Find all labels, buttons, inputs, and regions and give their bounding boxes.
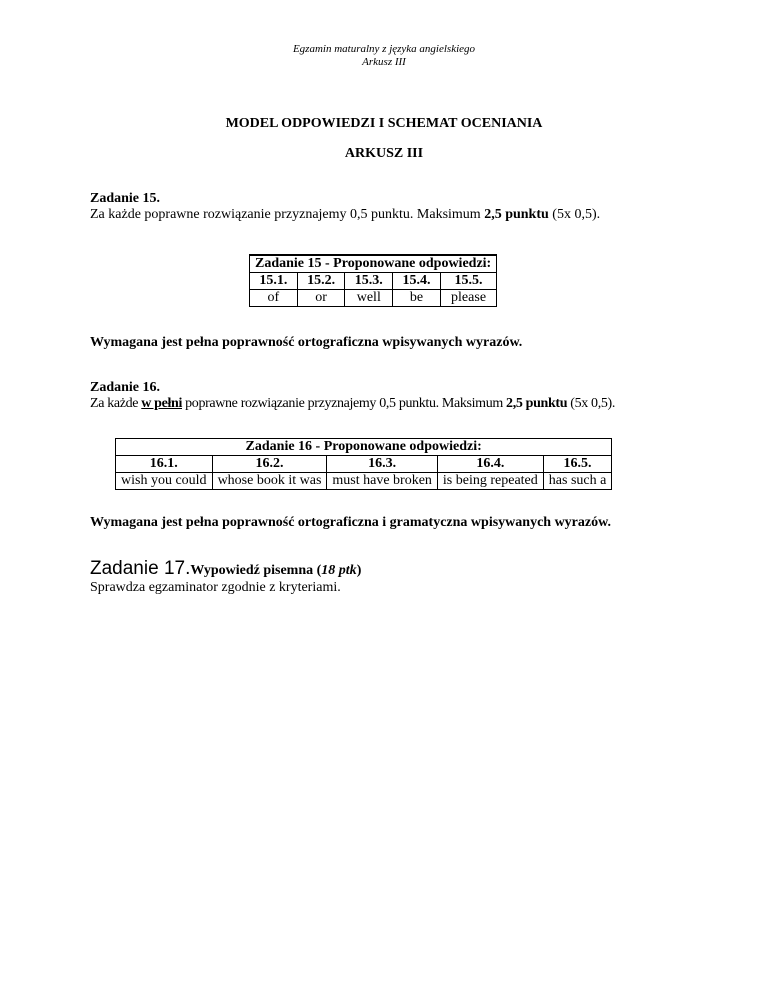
task15-answer-cell: please: [440, 290, 496, 307]
task17-description: Sprawdza egzaminator zgodnie z kryteriami.: [90, 580, 341, 595]
task15-note: Wymagana jest pełna poprawność ortograficzna wpisywanych wyrazów.: [90, 335, 523, 350]
task15-answer-cell: well: [345, 290, 393, 307]
task15-column-header: 15.1.: [250, 273, 298, 290]
task15-answer-cell: or: [297, 290, 345, 307]
task16-column-header: 16.5.: [543, 456, 612, 473]
task15-heading: Zadanie 15.: [90, 191, 161, 206]
task15-table-title: Zadanie 15 - Proponowane odpowiedzi:: [250, 255, 497, 273]
page-title: MODEL ODPOWIEDZI I SCHEMAT OCENIANIA: [225, 116, 543, 131]
task15-column-header: 15.2.: [297, 273, 345, 290]
task15-description: Za każde poprawne rozwiązanie przyznajemy 0,5 punktu. Maksimum 2,5 punktu (5x 0,5).: [90, 207, 601, 222]
task16-column-header: 16.1.: [116, 456, 213, 473]
task16-answer-cell: is being repeated: [437, 473, 543, 490]
task15-answer-cell: be: [393, 290, 441, 307]
header-exam-name: Egzamin maturalny z języka angielskiego: [292, 43, 476, 55]
task15-answer-table: [249, 254, 497, 307]
header-sheet-name: Arkusz III: [362, 56, 406, 68]
task15-column-header: 15.3.: [345, 273, 393, 290]
task16-column-header: 16.2.: [212, 456, 327, 473]
page-subtitle: ARKUSZ III: [344, 146, 424, 161]
task16-answer-cell: whose book it was: [212, 473, 327, 490]
task16-answer-cell: wish you could: [116, 473, 213, 490]
running-header: [0, 43, 768, 69]
task16-column-header: 16.3.: [327, 456, 438, 473]
task16-column-header: 16.4.: [437, 456, 543, 473]
task15-column-header: 15.4.: [393, 273, 441, 290]
task16-table-title: Zadanie 16 - Proponowane odpowiedzi:: [116, 439, 612, 456]
task16-description: Za każde w pełni poprawne rozwiązanie przyznajemy 0,5 punktu. Maksimum 2,5 punktu (5x 0,5).: [90, 396, 615, 411]
task16-answer-cell: has such a: [543, 473, 612, 490]
task16-answer-cell: must have broken: [327, 473, 438, 490]
task15-column-header: 15.5.: [440, 273, 496, 290]
task15-answer-cell: of: [250, 290, 298, 307]
task17-heading: Zadanie 17.Wypowiedź pisemna (18 ptk): [90, 558, 362, 579]
task16-note: Wymagana jest pełna poprawność ortograficzna i gramatyczna wpisywanych wyrazów.: [90, 515, 611, 530]
task16-answer-table: [115, 438, 612, 490]
task16-heading: Zadanie 16.: [90, 380, 161, 395]
